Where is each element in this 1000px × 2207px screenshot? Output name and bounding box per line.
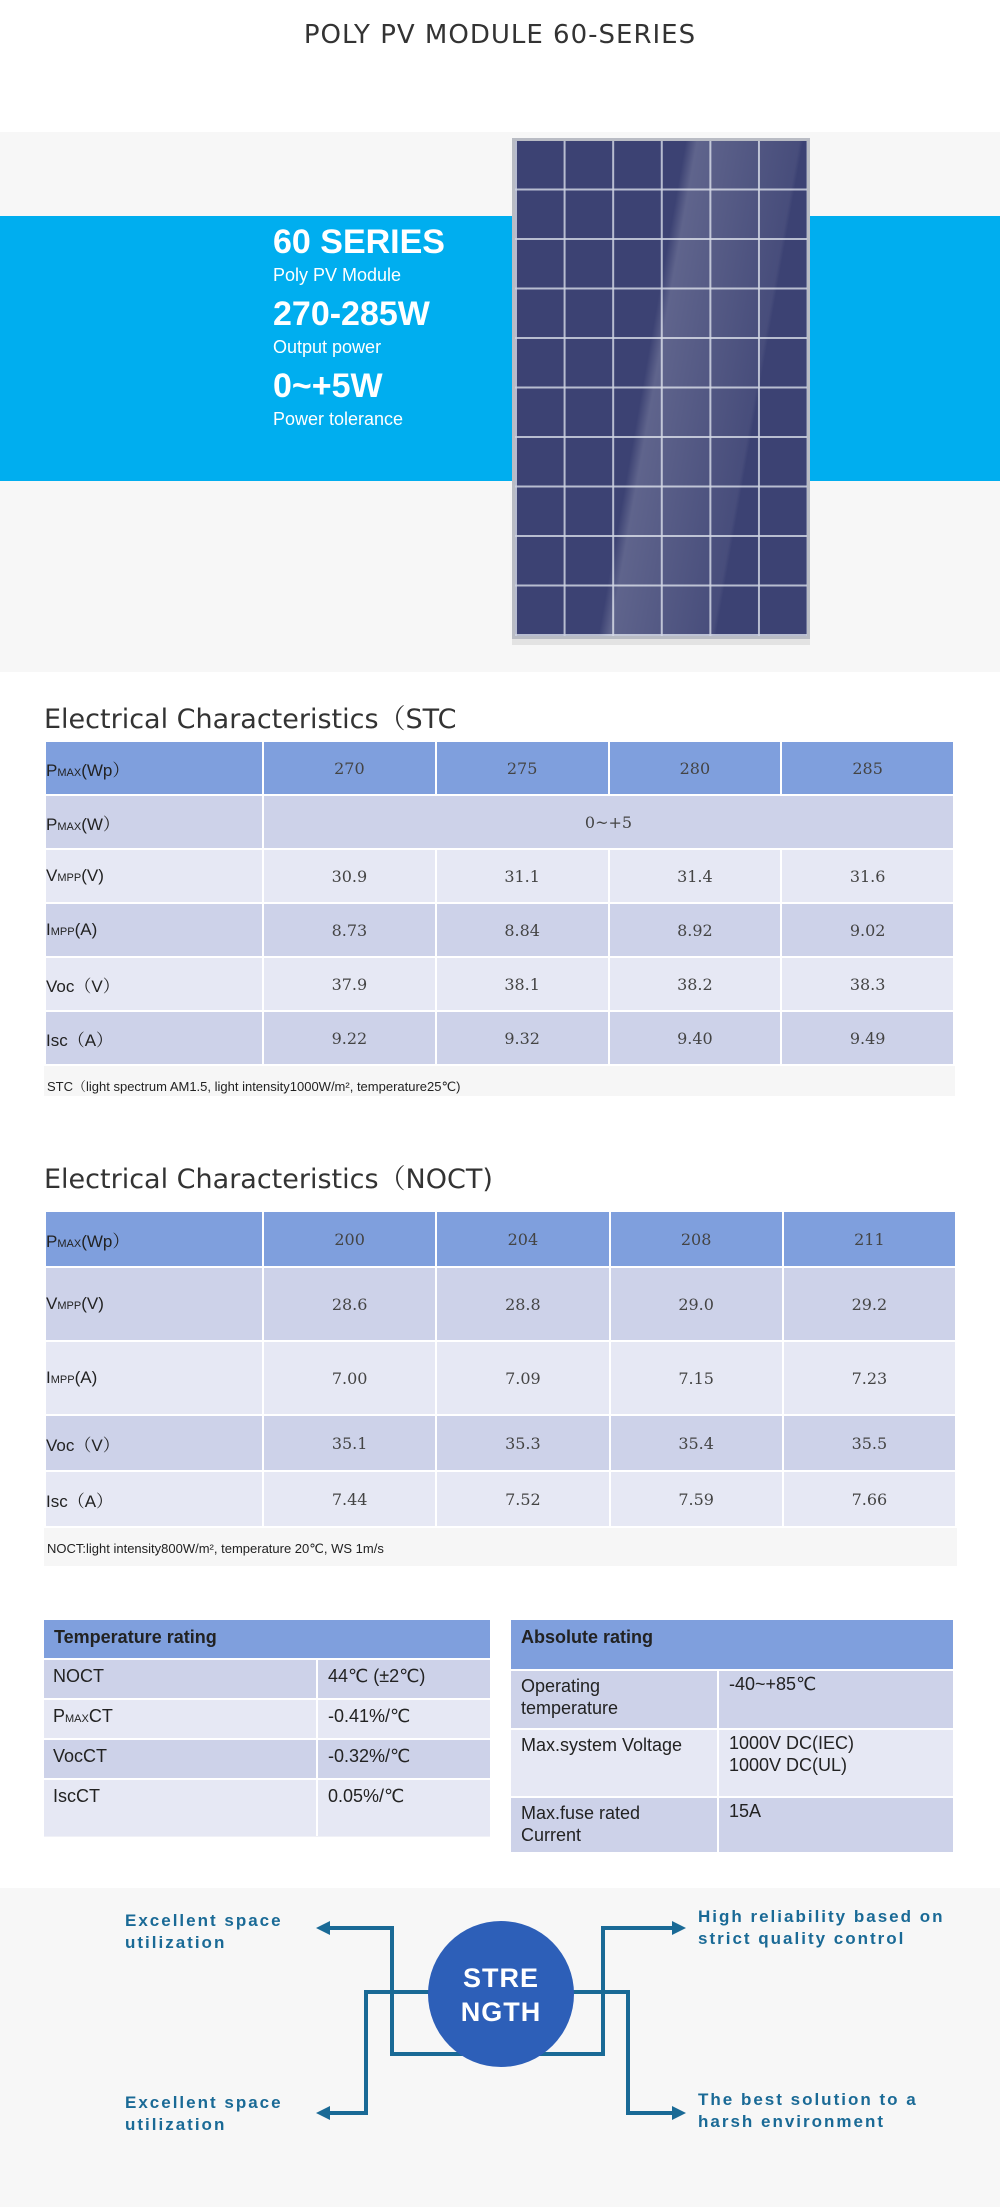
table-cell: 35.5 — [784, 1416, 955, 1470]
row-label-sub: MPP — [50, 926, 75, 938]
table-row — [46, 796, 953, 848]
table-cell: 7.44 — [264, 1472, 435, 1526]
series-title: 60 SERIES — [273, 223, 445, 261]
table-row — [46, 1416, 955, 1470]
hero-band — [0, 216, 1000, 481]
power-tolerance: 0~+5W — [273, 367, 383, 405]
row-label-rest: (W） — [81, 814, 120, 834]
stc-table — [44, 740, 955, 1066]
table-cell: 8.84 — [437, 904, 608, 956]
table-cell: 270 — [264, 742, 435, 794]
table-cell: 7.15 — [611, 1342, 782, 1414]
solar-panel-glare — [515, 141, 807, 636]
table-cell: 7.52 — [437, 1472, 608, 1526]
table-cell: 7.00 — [264, 1342, 435, 1414]
rating-row — [44, 1658, 490, 1698]
rating-row — [511, 1669, 953, 1728]
table-row — [46, 904, 953, 956]
table-row — [46, 1472, 955, 1526]
row-label-main: VocCT — [53, 1746, 108, 1766]
row-label-sub: MAX — [65, 1713, 89, 1725]
temperature-rating-table — [44, 1620, 490, 1837]
row-label-rest: (Wp） — [81, 760, 130, 780]
rating-label: Max.system Voltage — [521, 1735, 683, 1755]
table-cell: 211 — [784, 1212, 955, 1266]
row-label-sub: MPP — [50, 1374, 75, 1386]
solar-panel-shadow — [512, 639, 810, 645]
row-label-sub: MAX — [57, 766, 82, 779]
rating-label: Operating temperature — [521, 1676, 619, 1718]
table-row — [46, 1212, 955, 1266]
table-cell: 9.40 — [610, 1012, 781, 1064]
table-cell: 285 — [782, 742, 953, 794]
row-label-main: Isc（A） — [46, 1030, 114, 1050]
table-row — [46, 1342, 955, 1414]
table-cell: 35.3 — [437, 1416, 608, 1470]
noct-note: NOCT:light intensity800W/m², temperature 20℃, WS 1m/s — [47, 1541, 384, 1556]
table-cell: 9.22 — [264, 1012, 435, 1064]
noct-heading: Electrical Characteristics（NOCT) — [44, 1164, 493, 1195]
row-label-main: P — [46, 814, 58, 834]
row-label-rest: (Wp） — [81, 1231, 130, 1251]
feature-top-right: High reliability based on strict quality control — [698, 1907, 945, 1948]
power-range: 270-285W — [273, 295, 430, 333]
solar-panel-image — [512, 138, 810, 639]
feature-top-left: Excellent space utilization — [125, 1911, 283, 1952]
arrow-top-right-icon — [672, 1921, 686, 1935]
feature-bottom-left: Excellent space utilization — [125, 2093, 283, 2134]
table-row — [46, 1012, 953, 1064]
table-cell: 8.73 — [264, 904, 435, 956]
table-cell: 38.3 — [782, 958, 953, 1010]
table-cell: 35.1 — [264, 1416, 435, 1470]
row-label — [46, 742, 262, 794]
table-cell: 35.4 — [611, 1416, 782, 1470]
row-label — [46, 958, 262, 1010]
tolerance-desc: Power tolerance — [273, 409, 404, 429]
table-cell: 9.02 — [782, 904, 953, 956]
row-label-main: Isc（A） — [46, 1491, 114, 1511]
table-cell: 7.66 — [784, 1472, 955, 1526]
row-label-main: P — [46, 760, 58, 780]
row-label-main: Voc（V） — [46, 976, 120, 996]
row-label-main: IscCT — [53, 1786, 100, 1806]
table-cell: 208 — [611, 1212, 782, 1266]
table-cell: 29.0 — [611, 1268, 782, 1340]
table-cell: 7.09 — [437, 1342, 608, 1414]
row-label — [46, 1212, 262, 1266]
feature-bottom-right: The best solution to a harsh environment — [698, 2090, 918, 2131]
table-cell: 7.23 — [784, 1342, 955, 1414]
table-cell: 28.6 — [264, 1268, 435, 1340]
rating-value: 44℃ (±2℃) — [316, 1660, 490, 1698]
row-label-main: NOCT — [53, 1666, 104, 1686]
rating-value: -40~+85℃ — [717, 1671, 953, 1728]
row-label-sub: MAX — [57, 820, 82, 833]
absolute-rating-table — [511, 1620, 953, 1852]
rating-label — [53, 1660, 313, 1698]
rating-value: 15A — [717, 1798, 953, 1852]
table-cell: 8.92 — [610, 904, 781, 956]
row-label — [46, 850, 262, 902]
row-label-rest: (V) — [81, 1294, 104, 1313]
row-label — [46, 1416, 262, 1470]
row-label-rest: (A) — [74, 920, 98, 939]
strength-line-2: NGTH — [460, 1997, 542, 2027]
hero-text — [273, 222, 445, 438]
row-label — [46, 904, 262, 956]
row-label-main: P — [53, 1706, 66, 1726]
strength-line-1: STRE — [462, 1963, 539, 1993]
rating-value: 1000V DC(IEC) 1000V DC(UL) — [717, 1730, 953, 1796]
row-label-rest: (A) — [74, 1368, 98, 1387]
row-label-rest: (V) — [81, 866, 104, 885]
table-row — [46, 850, 953, 902]
row-label-rest: CT — [88, 1706, 113, 1726]
table-cell: 30.9 — [264, 850, 435, 902]
table-cell: 275 — [437, 742, 608, 794]
table-row — [46, 958, 953, 1010]
rating-row — [44, 1738, 490, 1778]
table-cell: 7.59 — [611, 1472, 782, 1526]
rating-label — [53, 1740, 313, 1778]
table-cell: 204 — [437, 1212, 608, 1266]
row-label-sub: MAX — [57, 1237, 82, 1250]
rating-value: -0.32%/℃ — [316, 1740, 490, 1778]
table-cell: 31.1 — [437, 850, 608, 902]
rating-value: 0.05%/℃ — [316, 1780, 490, 1836]
noct-table — [44, 1210, 957, 1528]
rating-row — [44, 1698, 490, 1738]
table-cell: 280 — [610, 742, 781, 794]
table-cell: 28.8 — [437, 1268, 608, 1340]
table-cell: 0~+5 — [264, 796, 953, 848]
row-label-main: Voc（V） — [46, 1435, 120, 1455]
row-label — [46, 1268, 262, 1340]
table-cell: 31.6 — [782, 850, 953, 902]
table-cell: 37.9 — [264, 958, 435, 1010]
rating-row — [511, 1728, 953, 1796]
rating-value: -0.41%/℃ — [316, 1700, 490, 1738]
strength-circle — [428, 1921, 574, 2067]
arrow-bottom-right-icon — [672, 2106, 686, 2120]
row-label-main: V — [46, 1294, 58, 1313]
table-cell: 38.1 — [437, 958, 608, 1010]
row-label-main: P — [46, 1231, 58, 1251]
row-label-main: I — [46, 920, 51, 939]
row-label-sub: MPP — [57, 872, 82, 884]
table-cell: 200 — [264, 1212, 435, 1266]
table-cell: 31.4 — [610, 850, 781, 902]
row-label-main: I — [46, 1368, 51, 1387]
rating-label — [53, 1780, 313, 1836]
row-label — [46, 1472, 262, 1526]
table-cell: 29.2 — [784, 1268, 955, 1340]
power-desc: Output power — [273, 337, 382, 357]
table-row — [46, 1268, 955, 1340]
table-row — [46, 742, 953, 794]
rating-row — [511, 1796, 953, 1852]
row-label-sub: MPP — [57, 1300, 82, 1312]
row-label-main: V — [46, 866, 58, 885]
row-label — [46, 1012, 262, 1064]
temperature-rating-heading: Temperature rating — [44, 1620, 490, 1658]
table-cell: 38.2 — [610, 958, 781, 1010]
table-cell: 9.32 — [437, 1012, 608, 1064]
rating-label: Max.fuse rated Current — [521, 1803, 641, 1845]
page-title: POLY PV MODULE 60-SERIES — [303, 20, 697, 50]
absolute-rating-heading: Absolute rating — [511, 1620, 953, 1669]
series-desc: Poly PV Module — [273, 265, 402, 285]
stc-note: STC（light spectrum AM1.5, light intensity1000W/m², temperature25℃) — [47, 1079, 461, 1094]
rating-row — [44, 1778, 490, 1836]
rating-label — [53, 1700, 313, 1738]
row-label — [46, 796, 262, 848]
stc-heading: Electrical Characteristics（STC — [44, 704, 457, 735]
table-cell: 9.49 — [782, 1012, 953, 1064]
row-label — [46, 1342, 262, 1414]
